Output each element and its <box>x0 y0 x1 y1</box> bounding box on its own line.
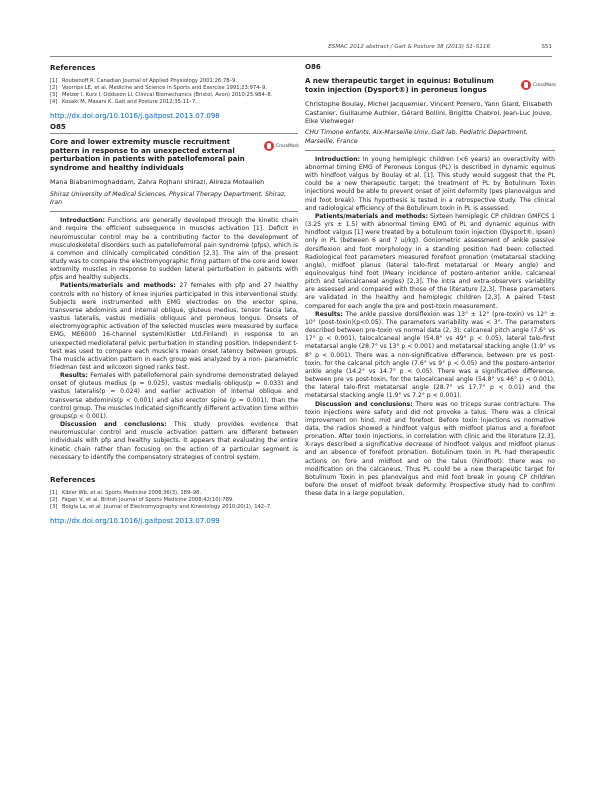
reference-list-bottom <box>50 490 298 511</box>
methods-paragraph: Patients/materials and methods: 27 females with pfp and 27 healthy controls with no history of knee injuries participated in this interventional study. Subjects were instrumented with EMG electrodes on the erector spine, transverse abdominis and internal oblique, gluteus medius, tensor fascia lata, vastus lateralis, vastus medialis obliquus and peroneus longus. Onsets of electromyographic activation of the selected muscles were measured by surface EMG, ME6000 16-channel system(Kistler Ltd.Finland) in response to an unexpected mediolateral pelvic perturbation in standing position. Independent t-test was used to compare each muscle's mean onset latency between groups. The muscle activation pattern in each group was analyzed by a non- parametric friedman test and wilcoxon signed ranks test. <box>50 282 299 371</box>
abstract-id: O86 <box>305 63 321 71</box>
running-head <box>50 44 552 56</box>
reference-item: [2] Voorrips LE, et al. Medicine and Science in Sports and Exercise 1991;23:974–9. <box>50 85 268 91</box>
authors: Christophe Boulay, Michel Jacquemier, Vincent Pomero, Yann Glard, Elisabeth Castanier, Guillaume Authier, Gérard Bollini, Brigitte Chabrol, Jean-Luc Jouve, Elke Viehweger <box>305 100 553 125</box>
authors: Mana Biabanimoghaddam, Zahra Rojhani shirazi, Alireza Motealleh <box>50 178 265 187</box>
reference-item: [1] Roubenoff R. Canadian Journal of Applied Physiology 2001;26:78–9. <box>50 78 238 84</box>
reference-item: [3] Melzer I, Kurz I, Oddsson LI. Clinical Biomechanics (Bristol, Avon) 2010;25:984–8. <box>50 92 273 98</box>
intro-paragraph: Introduction: Functions are generally developed through the kinetic chain and require the efficient subsequence in muscles activation [1]. Deficit in neuromuscular control may be a contributing factor to the development of musculoskeletal disorders such as patellofemoral pain syndrome (pfps), which is a common and clinically complicated condition [2,3]. The aim of the present study was to compare the electromyographic firing pattern of the core and lower extremity muscles in response to sudden lateral perturbation in patients with pfps and healthy subjects. <box>50 217 298 282</box>
reference-item: [1] Kibler Wb, et al. Sports Medicine 2008;36(3), 189–98. <box>50 489 202 496</box>
header-rule <box>50 56 552 57</box>
affiliation: CHU Timone enfants, Aix-Marseille Univ, Gait lab, Pediatric Department, Marseille, France <box>305 129 555 150</box>
methods-paragraph: Patients/materials and methods: Sixteen hemiplegic CP children GMFCS 1 (3.25 yrs ± 1.5) with abnormal timing EMG of PL and dynamic equinus with hindfoot valgus [1] were treated by a botulinum toxin injection (Dysport®, Ipsen) only in PL (between 6 and 7 ui/kg). Goniometric assessment of ankle passive dorsiflexion and foot morphology in a standing position had been collected. Radiological foot parameters measured forefoot pronation (metatarsal stacking angle), midfoot planus (lateral talo-first metatarsal or Meary angle) and equinovalgus hind foot (Meary incidence of postero-anterior ankle, calcaneal pitch and talocalcaneal angles) [2,3]. The intra and extra-observers variability are assessed and compared with those of the literature [2,3]. These parameters are validated in the healthy and hemiplegic children [2,3]. A paired T-test compared for each angle the pre and post-toxin measurement. <box>305 212 556 310</box>
reference-item: [2] Fagan V, et al. British Journal of Sports Medicine 2008;42(10):789. <box>50 496 234 503</box>
discussion-paragraph: Discussion and conclusions: This study provides evidence that neuromuscular control and muscle activation pattern are different between individuals with pfp and healthy subjects. It appears that evaluating the entire kinetic chain rather than focusing on the action of a particular segment is necessary to identify the compensatory strategies of control system. <box>50 421 298 461</box>
reference-item: [3] Boigla La, et al. Journal of Electromyography and Kinesiology 2010;20(1), 142–7. <box>50 503 272 510</box>
discussion-paragraph: Discussion and conclusions: There was no triceps surae contracture. The toxin injections were safety and did not provoke a talus. There was a clinical improvement on hind, mid and forefoot. Before toxin injections vs normative data, the radios showed a hindfoot valgus with midfoot planus and a forefoot pronation. After toxin injections, in correlation with clinic and the literature [2,3], X-rays described a significative decrease of hindfoot valgus and midfoot planus and an absence of forefoot pronation. Botulinum toxin in PL had therapeutic actions on fore and midfoot and on the talus (hindfoot): there was no modification on the calcaneus. Thus PL could be a new therapeutic target for Botulinum Toxin in pes planovalgus and mid foot break in young CP children before the onset of midfoot break deformity. Prospective study had to confirm these data in a large population. <box>305 400 555 498</box>
reference-item: [4] Kosaki M, Masani K. Gait and Posture 2012;35:11–7. <box>50 99 197 105</box>
abstract-id: O85 <box>50 123 298 134</box>
crossmark-badge[interactable]: CrossMark <box>521 79 555 91</box>
crossmark-icon <box>264 141 274 151</box>
affiliation: Shiraz University of Medical Sciences, Physical Therapy Department, Shiraz, Iran <box>50 191 298 212</box>
results-paragraph: Results: The ankle passive dorsiflexion was 13° ± 12° (pre-toxin) vs 12° ± 10° (post-toxin)(p<0.05). The parameters variability was < 3°. The parameters described between pre-toxin vs normal data (2, 3): calcaneal pitch angle (7.6° vs 17° p < 0.001), talocalcaneal angle (54.8° vs 49° p < 0.05), lateral talo-first metatarsal angle (28.7° vs 13° p < 0.001) and metatarsal stacking angle (1.9° vs 8° p < 0.001). There was a non-significative difference, between pre vs post-toxin, for the calcanal pitch angle (7.6° vs 9° p < 0.05) and the postero-anterior ankle angle (14.2° vs 14.7° p < 0.05). There was a significative difference, between pre vs post-toxin, for the talocalcaneal angle (54.8° vs 46° p < 0.001), the lateral talo-first metatarsal angle (28.7° vs 17.7° p < 0.01) and the metatarsal stacking angle (1.9° vs 7.2° p < 0.001). <box>305 310 555 400</box>
page-number: S51 <box>541 44 552 50</box>
abstract-title-row <box>305 77 555 94</box>
doi-link[interactable]: http://dx.doi.org/10.1016/j.gaitpost.2013.07.098 <box>50 112 220 120</box>
results-paragraph: Results: Females with patellofemoral pain syndrome demonstrated delayed onset of gluteus medius (p = 0.025), vastus medialis obliqus(p = 0.033) and vastus lateralis(p = 0.024) and earlier activation of internal oblique and transverse abdominis(p < 0.001) and also erector spine (p = 0.001), than the control group. The muscles indicated significantly different activation time within groups(p < 0.001). <box>50 372 298 420</box>
references-heading: References <box>50 63 96 72</box>
abstract-title-row <box>50 138 298 172</box>
running-head-journal: ESMAC 2012 abstract / Gait & Posture 38 (2013) S1–S116 <box>328 44 490 50</box>
abstract-title: Core and lower extremity muscle recruitment pattern in response to an unexpected external perturbation in patients with patellofemoral pain syndrome and healthy individuals <box>50 138 245 172</box>
left-column <box>50 60 298 525</box>
right-column <box>305 60 555 498</box>
references-heading: References <box>50 474 96 484</box>
abstract-title: A new therapeutic target in equinus: Botulinum toxin injection (Dysport®) in peroneus longus <box>305 77 494 94</box>
reference-list-top <box>50 78 298 106</box>
intro-paragraph: Introduction: In young hemiplegic children (<6 years) an overactivity with abnormal timing EMG of Peroneus Longus (PL) is described in dynamic equinus with hindfoot valgus by Boulay et al. [1]. This study would suggest that the PL could be a new therapeutic target: the treatment of PL by Botulinum Toxin injections would be able to prevent onset of joint deformity (pes planovalgus and mid foot break). This hypothesis is tested in a retrospective study. The clinical and radiological efficiency of the Botulinum toxin in PL is assessed. <box>305 155 555 212</box>
doi-link[interactable]: http://dx.doi.org/10.1016/j.gaitpost.2013.07.099 <box>50 516 220 525</box>
crossmark-icon <box>521 80 531 90</box>
crossmark-badge[interactable]: CrossMark <box>264 140 298 152</box>
